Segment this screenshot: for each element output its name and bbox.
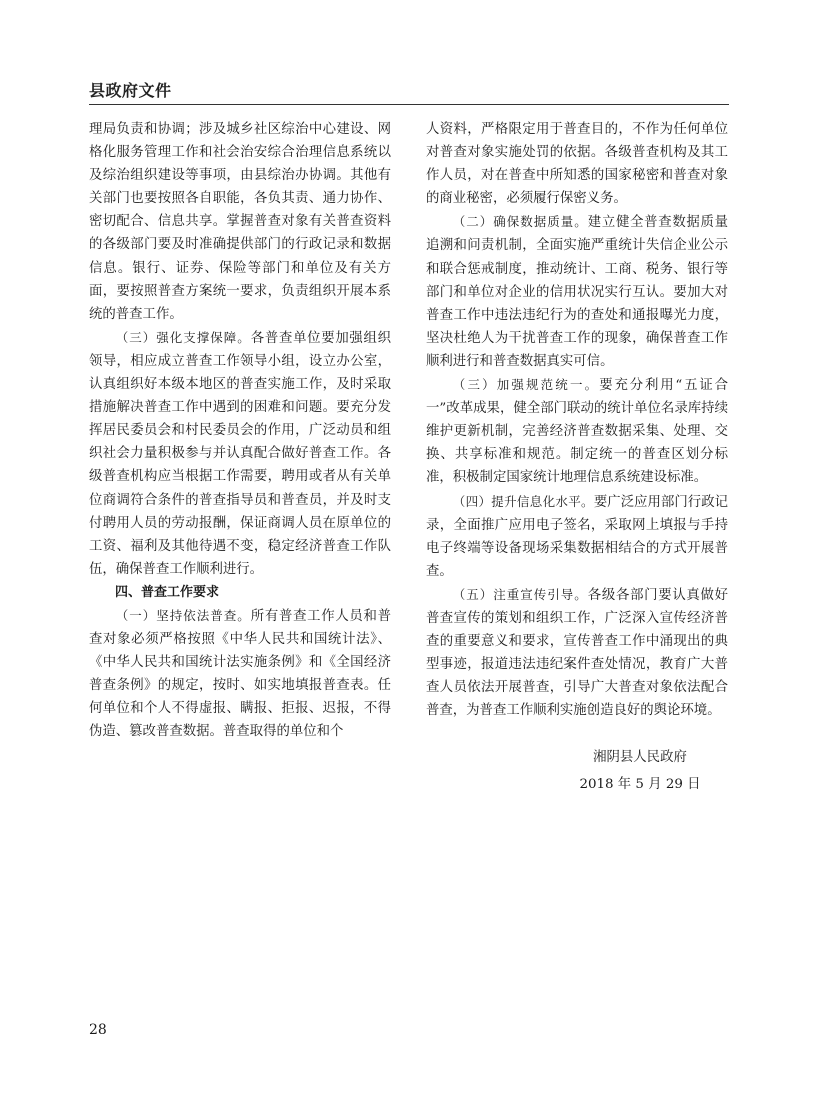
paragraph-body: 要充分利用“五证合一”改革成果，健全部门联动的统计单位名录库持续维护更新机制，完善经济普查数据采集、处理、交换、共享标准和规范。制定统一的普查区划分标准，积极制定国家统计地理信息系统建设标准。 <box>426 378 728 486</box>
paragraph-lawful-census <box>89 604 391 744</box>
paragraph-continuation: 人资料，严格限定用于普查目的，不作为任何单位对普查对象实施处罚的依据。各级普查机构及其工作人员，对在普查中所知悉的国家秘密和普查对象的商业秘密，必须履行保密义务。 <box>426 122 728 207</box>
subheading-label: （二）确保数据质量。 <box>452 214 588 230</box>
signature-organization: 湘阴县人民政府 <box>593 750 687 765</box>
left-text-column <box>89 118 391 744</box>
paragraph-data-quality <box>426 210 728 373</box>
header-divider <box>89 104 729 105</box>
paragraph-informatization <box>426 490 728 583</box>
paragraph-continuation: 理局负责和协调；涉及城乡社区综治中心建设、网格化服务管理工作和社会治安综合治理信息系统以及综治组织建设等事项，由县综治办协调。其他有关部门也要按照各自职能，各负其责、通力协作、密切配合、信息共享。掌握普查对象有关普查资料的各级部门要及时准确提供部门的行政记录和数据信息。银行、证券、保险等部门和单位及有关方面，要按照普查方案统一要求，负责组织开展本系统的普查工作。 <box>89 122 391 322</box>
paragraph-publicity <box>426 583 728 723</box>
subheading-label: （三）强化支撑保障。 <box>115 329 251 345</box>
paragraph-body: 各普查单位要加强组织领导，相应成立普查工作领导小组，设立办公室，认真组织好本级本地区的普查实施工作，及时采取措施解决普查工作中遇到的困难和问题。要充分发挥居民委员会和村民委员会的作用，广泛动员和组织社会力量积极参与并认真配合做好普查工作。各级普查机构应当根据工作需要，聘用或者从有关单位商调符合条件的普查指导员和普查员，并及时支付聘用人员的劳动报酬，保证商调人员在原单位的工资、福利及其他待遇不变，稳定经济普查工作队伍，确保普查工作顺利进行。 <box>89 330 391 577</box>
signature-date: 2018 年 5 月 29 日 <box>579 777 701 792</box>
page-number: 28 <box>89 1022 107 1038</box>
running-header-title: 县政府文件 <box>89 81 172 100</box>
subheading-label: （一）坚持依法普查。 <box>115 607 251 623</box>
paragraph-body: 建立健全普查数据质量追溯和问责机制，全面实施严重统计失信企业公示和联合惩戒制度，推动统计、工商、税务、银行等部门和单位对企业的信用状况实行互认。要加大对普查工作中违法违纪行为的查处和通报曝光力度，坚决杜绝人为干扰普查工作的现象，确保普查工作顺利进行和普查数据真实可信。 <box>426 215 728 369</box>
section-heading-requirements: 四、普查工作要求 <box>115 584 220 600</box>
paragraph-support-guarantee <box>89 326 391 581</box>
paragraph-body: 所有普查工作人员和普查对象必须严格按照《中华人民共和国统计法》、《中华人民共和国统计法实施条例》和《全国经济普查条例》的规定，按时、如实地填报普查表。任何单位和个人不得虚报、瞒报、拒报、迟报，不得伪造、篡改普查数据。普查取得的单位和个 <box>89 608 391 740</box>
subheading-label: （三）加强规范统一。 <box>452 377 600 393</box>
paragraph-body: 各级各部门要认真做好普查宣传的策划和组织工作，广泛深入宣传经济普查的重要意义和要求，宣传普查工作中涌现出的典型事迹，报道违法违纪案件查处情况，教育广大普查人员依法开展普查，引导广大普查对象依法配合普查，为普查工作顺利实施创造良好的舆论环境。 <box>426 587 728 719</box>
paragraph-standardization <box>426 373 728 489</box>
subheading-label: （五）注重宣传引导。 <box>452 586 588 602</box>
paragraph-body: 要广泛应用部门行政记录，全面推广应用电子签名，采取网上填报与手持电子终端等设备现场采集数据相结合的方式开展普查。 <box>426 494 728 579</box>
right-text-column <box>426 118 728 722</box>
subheading-label: （四）提升信息化水平。 <box>452 493 594 509</box>
